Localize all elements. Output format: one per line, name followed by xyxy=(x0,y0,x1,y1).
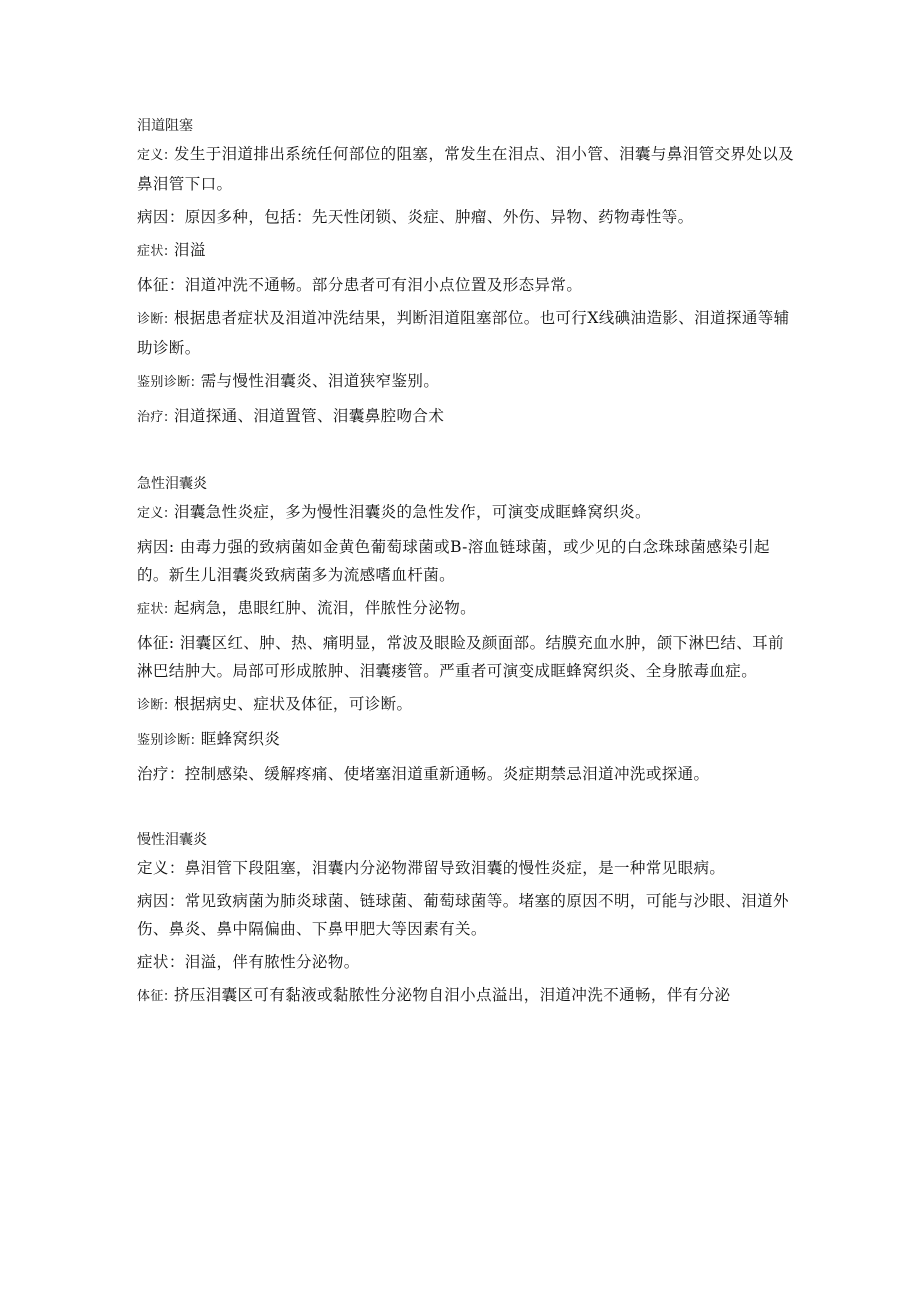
paragraph-treatment: 治疗：控制感染、缓解疼痛、使堵塞泪道重新通畅。炎症期禁忌泪道冲洗或探通。 xyxy=(137,765,710,783)
paragraph-differential: 鉴别诊断: 眶蜂窝织炎 xyxy=(137,730,281,748)
section-title: 泪道阻塞 xyxy=(137,118,193,134)
paragraph-diagnosis: 诊断: 根据病史、症状及体征，可诊断。 xyxy=(137,695,413,713)
paragraph-treatment: 治疗: 泪道探通、泪道置管、泪囊鼻腔吻合术 xyxy=(137,407,445,425)
paragraph-etiology: 病因: 由毒力强的致病菌如金黄色葡萄球菌或B-溶血链球菌，或少见的白念珠球菌感染引起的。新生儿泪囊炎致病菌多为流感嗜血杆菌。 xyxy=(137,538,770,584)
paragraph-symptoms: 症状: 泪溢 xyxy=(137,241,206,259)
section-lacrimal-obstruction xyxy=(137,112,797,432)
paragraph-etiology: 病因：原因多种，包括：先天性闭锁、炎症、肿瘤、外伤、异物、药物毒性等。 xyxy=(137,208,694,226)
section-title: 急性泪囊炎 xyxy=(137,476,207,492)
paragraph-differential: 鉴别诊断: 需与慢性泪囊炎、泪道狭窄鉴别。 xyxy=(137,372,440,390)
paragraph-symptoms: 症状: 起病急，患眼红肿、流泪，伴脓性分泌物。 xyxy=(137,599,477,617)
paragraph-diagnosis: 诊断: 根据患者症状及泪道冲洗结果，判断泪道阻塞部位。也可行X线碘油造影、泪道探通等辅助诊断。 xyxy=(137,309,790,357)
paragraph-signs: 体征: 挤压泪囊区可有黏液或黏脓性分泌物自泪小点溢出，泪道冲洗不通畅，伴有分泌 xyxy=(137,986,731,1004)
paragraph-signs: 体征：泪道冲洗不通畅。部分患者可有泪小点位置及形态异常。 xyxy=(137,276,583,294)
paragraph-definition: 定义：鼻泪管下段阻塞，泪囊内分泌物滞留导致泪囊的慢性炎症，是一种常见眼病。 xyxy=(137,859,726,877)
paragraph-symptoms: 症状：泪溢，伴有脓性分泌物。 xyxy=(137,953,360,971)
section-title: 慢性泪囊炎 xyxy=(137,832,207,848)
paragraph-definition: 定义: 泪囊急性炎症，多为慢性泪囊炎的急性发作，可演变成眶蜂窝织炎。 xyxy=(137,503,651,521)
document-body xyxy=(137,112,797,1016)
paragraph-signs: 体征: 泪囊区红、肿、热、痛明显，常波及眼睑及颜面部。结膜充血水肿，颌下淋巴结、耳前淋巴结肿大。局部可形成脓肿、泪囊瘘管。严重者可演变成眶蜂窝织炎、全身脓毒血症。 xyxy=(137,634,784,680)
section-acute-dacryocystitis xyxy=(137,470,797,788)
paragraph-definition: 定义: 发生于泪道排出系统任何部位的阻塞，常发生在泪点、泪小管、泪囊与鼻泪管交界处以及鼻泪管下口。 xyxy=(137,145,795,193)
paragraph-etiology: 病因：常见致病菌为肺炎球菌、链球菌、葡萄球菌等。堵塞的原因不明，可能与沙眼、泪道外伤、鼻炎、鼻中隔偏曲、下鼻甲肥大等因素有关。 xyxy=(137,892,789,938)
section-chronic-dacryocystitis xyxy=(137,826,797,1011)
